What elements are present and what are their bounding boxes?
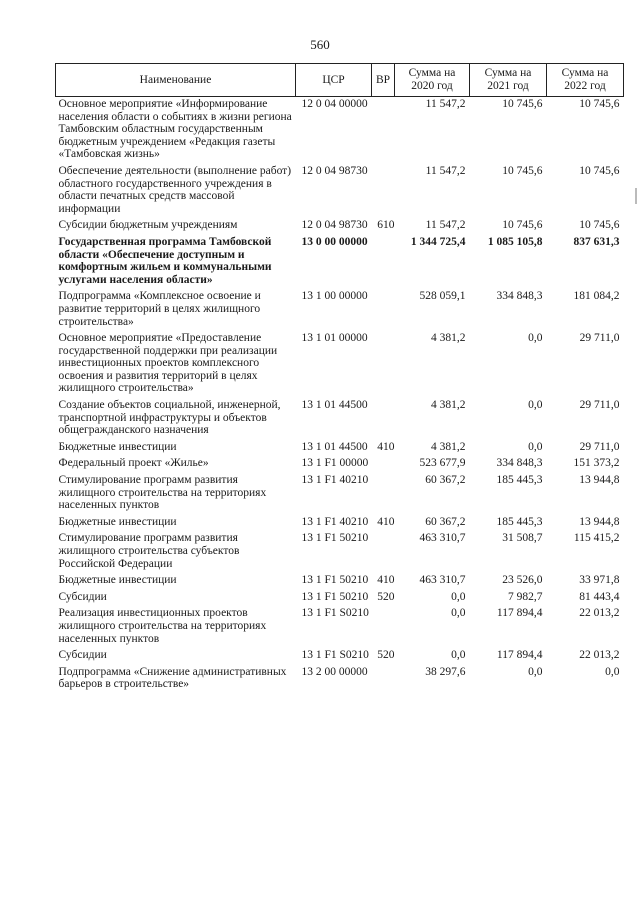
table-row bbox=[56, 456, 624, 473]
row-sum-2022: 837 631,3 bbox=[573, 235, 620, 248]
table-row bbox=[56, 164, 624, 218]
row-csr: 13 1 00 00000 bbox=[301, 290, 368, 303]
header-sum-2021: Сумма на 2021 год bbox=[470, 64, 547, 97]
row-sum-2021: 23 526,0 bbox=[502, 574, 543, 587]
row-sum-2021: 7 982,7 bbox=[508, 590, 543, 603]
row-sum-2020: 0,0 bbox=[451, 590, 466, 603]
row-sum-2020: 463 310,7 bbox=[419, 574, 466, 587]
row-name: Стимулирование программ развития жилищного строительства на территориях населенных пунктов bbox=[58, 474, 267, 512]
row-sum-2020: 523 677,9 bbox=[419, 457, 466, 470]
table-row bbox=[56, 665, 624, 694]
row-csr: 13 2 00 00000 bbox=[301, 665, 368, 678]
row-vr bbox=[372, 606, 395, 648]
row-csr: 13 1 F1 50210 bbox=[301, 590, 369, 603]
row-vr bbox=[372, 665, 395, 694]
row-csr: 13 1 F1 50210 bbox=[301, 532, 369, 545]
row-sum-2020: 11 547,2 bbox=[425, 219, 466, 232]
row-csr: 13 1 F1 40210 bbox=[301, 474, 369, 487]
row-csr: 12 0 04 00000 bbox=[301, 98, 368, 110]
row-csr: 13 1 01 44500 bbox=[301, 440, 368, 453]
table-row bbox=[56, 573, 624, 590]
row-csr: 13 0 00 00000 bbox=[301, 235, 368, 248]
row-csr: 13 1 F1 40210 bbox=[301, 515, 369, 528]
row-name: Обеспечение деятельности (выполнение работ) областного государственного учреждения в области печатных средств массовой информации bbox=[58, 164, 292, 215]
table-row bbox=[56, 606, 624, 648]
row-vr: 520 bbox=[377, 590, 395, 603]
header-sum-2020: Сумма на 2020 год bbox=[395, 64, 470, 97]
header-name: Наименование bbox=[56, 64, 296, 97]
row-vr bbox=[372, 398, 395, 440]
row-name: Реализация инвестиционных проектов жилищного строительства на территориях населенных пунктов bbox=[58, 607, 267, 645]
row-sum-2021: 0,0 bbox=[528, 665, 543, 678]
row-sum-2021: 185 445,3 bbox=[496, 474, 543, 487]
row-sum-2021: 0,0 bbox=[528, 440, 543, 453]
row-sum-2020: 11 547,2 bbox=[425, 164, 466, 177]
row-sum-2021: 117 894,4 bbox=[496, 649, 543, 662]
row-csr: 13 1 F1 S0210 bbox=[301, 607, 369, 620]
row-sum-2022: 13 944,8 bbox=[579, 515, 620, 528]
table-row bbox=[56, 648, 624, 665]
row-sum-2022: 10 745,6 bbox=[579, 98, 620, 110]
row-sum-2022: 151 373,2 bbox=[573, 457, 620, 470]
table-row bbox=[56, 531, 624, 573]
row-sum-2020: 60 367,2 bbox=[425, 515, 466, 528]
row-vr bbox=[372, 331, 395, 398]
row-sum-2021: 334 848,3 bbox=[496, 290, 543, 303]
row-sum-2022: 115 415,2 bbox=[573, 532, 620, 545]
row-name: Бюджетные инвестиции bbox=[58, 440, 177, 453]
row-name: Федеральный проект «Жилье» bbox=[58, 457, 209, 470]
table-row bbox=[56, 473, 624, 515]
header-sum-2022: Сумма на 2022 год bbox=[547, 64, 624, 97]
row-sum-2020: 4 381,2 bbox=[431, 332, 466, 345]
row-vr bbox=[372, 473, 395, 515]
table-row bbox=[56, 590, 624, 607]
row-csr: 13 1 01 00000 bbox=[301, 332, 368, 345]
table-row bbox=[56, 289, 624, 331]
row-vr: 520 bbox=[377, 649, 395, 662]
row-vr bbox=[372, 97, 395, 164]
row-name: Государственная программа Тамбовской области «Обеспечение доступным и комфортным жильем и коммунальными услугами населения области» bbox=[58, 235, 272, 286]
row-sum-2021: 0,0 bbox=[528, 332, 543, 345]
row-sum-2021: 10 745,6 bbox=[502, 164, 543, 177]
row-sum-2021: 31 508,7 bbox=[502, 532, 543, 545]
row-name: Основное мероприятие «Информирование населения области о событиях в жизни региона Тамбовским областным государственным бюджетным учреждением «Редакция газеты «Тамбовская жизнь» bbox=[58, 98, 292, 161]
table-row bbox=[56, 218, 624, 235]
row-sum-2022: 13 944,8 bbox=[579, 474, 620, 487]
header-csr: ЦСР bbox=[296, 64, 372, 97]
row-csr: 13 1 F1 50210 bbox=[301, 574, 369, 587]
row-sum-2021: 117 894,4 bbox=[496, 607, 543, 620]
row-vr bbox=[372, 289, 395, 331]
row-sum-2021: 1 085 105,8 bbox=[487, 235, 543, 248]
table-body bbox=[56, 97, 624, 694]
row-csr: 12 0 04 98730 bbox=[301, 164, 368, 177]
row-sum-2020: 11 547,2 bbox=[425, 98, 466, 110]
row-sum-2022: 22 013,2 bbox=[579, 607, 620, 620]
row-sum-2020: 0,0 bbox=[451, 649, 466, 662]
row-vr: 410 bbox=[377, 515, 395, 528]
row-vr bbox=[372, 531, 395, 573]
row-sum-2020: 463 310,7 bbox=[419, 532, 466, 545]
table-row bbox=[56, 515, 624, 532]
row-sum-2022: 10 745,6 bbox=[579, 164, 620, 177]
scan-edge-mark bbox=[635, 188, 637, 204]
row-sum-2022: 81 443,4 bbox=[579, 590, 620, 603]
row-sum-2020: 4 381,2 bbox=[431, 440, 466, 453]
row-csr: 13 1 F1 00000 bbox=[301, 457, 369, 470]
row-csr: 13 1 01 44500 bbox=[301, 399, 368, 412]
row-sum-2022: 29 711,0 bbox=[579, 332, 620, 345]
table-row bbox=[56, 398, 624, 440]
row-sum-2022: 29 711,0 bbox=[579, 440, 620, 453]
row-sum-2021: 334 848,3 bbox=[496, 457, 543, 470]
row-name: Основное мероприятие «Предоставление государственной поддержки при реализации инвестиционных проектов комплексного освоения и развития территорий в целях жилищного строительства» bbox=[58, 332, 278, 395]
table-row bbox=[56, 97, 624, 164]
table-row bbox=[56, 331, 624, 398]
row-sum-2020: 1 344 725,4 bbox=[410, 235, 466, 248]
row-sum-2022: 29 711,0 bbox=[579, 399, 620, 412]
row-sum-2020: 38 297,6 bbox=[425, 665, 466, 678]
row-vr: 610 bbox=[377, 219, 395, 232]
row-name: Подпрограмма «Комплексное освоение и развитие территорий в целях жилищного строительства» bbox=[58, 290, 261, 328]
row-name: Подпрограмма «Снижение административных барьеров в строительстве» bbox=[58, 665, 287, 691]
table-row bbox=[56, 440, 624, 457]
row-name: Создание объектов социальной, инженерной, транспортной инфраструктуры и объектов общегражданского назначения bbox=[58, 399, 281, 437]
row-sum-2021: 0,0 bbox=[528, 399, 543, 412]
row-sum-2022: 33 971,8 bbox=[579, 574, 620, 587]
row-sum-2021: 185 445,3 bbox=[496, 515, 543, 528]
row-name: Бюджетные инвестиции bbox=[58, 574, 177, 587]
row-csr: 12 0 04 98730 bbox=[301, 219, 368, 232]
row-vr bbox=[372, 456, 395, 473]
row-sum-2022: 22 013,2 bbox=[579, 649, 620, 662]
budget-table-container bbox=[55, 63, 623, 694]
row-sum-2020: 60 367,2 bbox=[425, 474, 466, 487]
header-row bbox=[56, 64, 624, 97]
row-sum-2020: 4 381,2 bbox=[431, 399, 466, 412]
page-number: 560 bbox=[310, 37, 330, 52]
row-csr: 13 1 F1 S0210 bbox=[301, 649, 369, 662]
row-sum-2021: 10 745,6 bbox=[502, 219, 543, 232]
row-vr: 410 bbox=[377, 440, 395, 453]
row-sum-2022: 10 745,6 bbox=[579, 219, 620, 232]
row-sum-2020: 528 059,1 bbox=[419, 290, 466, 303]
table-header bbox=[56, 64, 624, 97]
row-sum-2021: 10 745,6 bbox=[502, 98, 543, 110]
row-name: Бюджетные инвестиции bbox=[58, 515, 177, 528]
row-name: Субсидии bbox=[58, 649, 107, 662]
budget-table bbox=[55, 63, 624, 694]
row-name: Стимулирование программ развития жилищного строительства субъектов Российской Федерации bbox=[58, 532, 240, 570]
row-name: Субсидии bbox=[58, 590, 107, 603]
table-row-program bbox=[56, 235, 624, 289]
row-sum-2022: 0,0 bbox=[605, 665, 620, 678]
row-vr: 410 bbox=[377, 574, 395, 587]
row-vr bbox=[372, 164, 395, 218]
row-name: Субсидии бюджетным учреждениям bbox=[58, 219, 238, 232]
header-vr: ВР bbox=[372, 64, 395, 97]
row-sum-2022: 181 084,2 bbox=[573, 290, 620, 303]
row-sum-2020: 0,0 bbox=[451, 607, 466, 620]
row-vr bbox=[372, 235, 395, 289]
